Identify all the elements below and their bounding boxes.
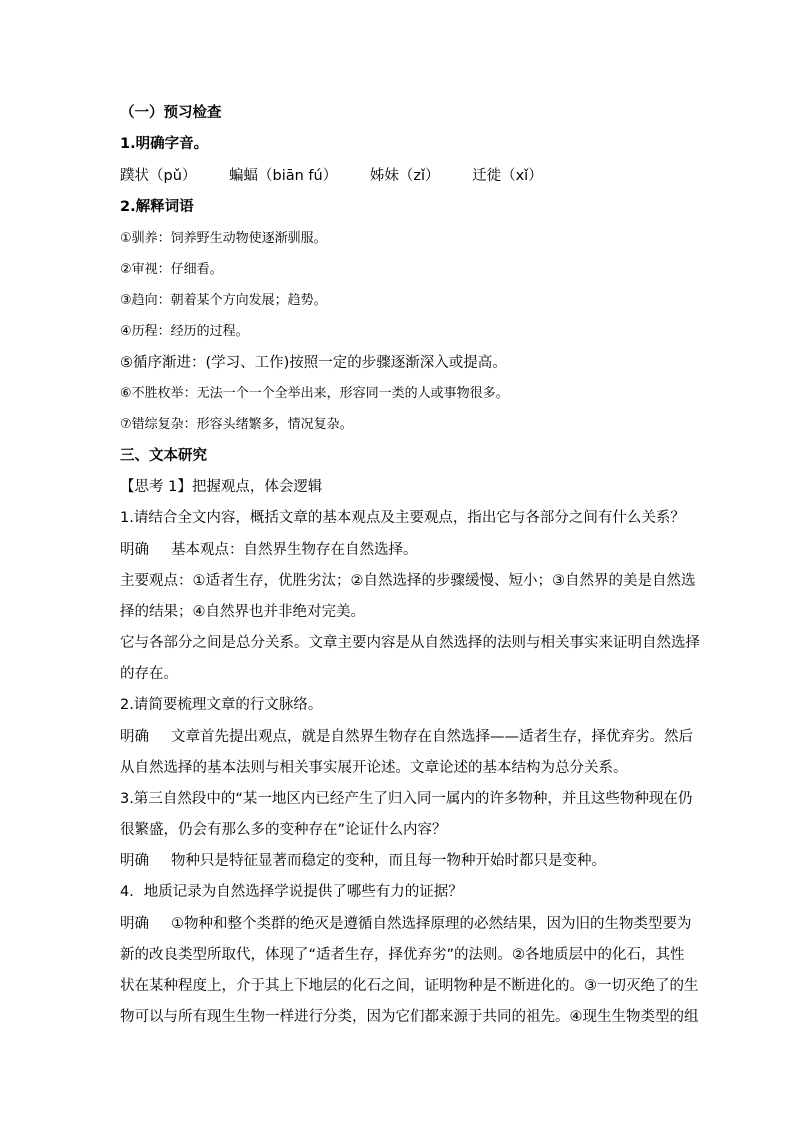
- answer-2: 明确 文章首先提出观点，就是自然界生物存在自然选择——适者生存，择优弃劣。然后: [120, 729, 693, 745]
- vocab-item: ②审视：仔细看。: [120, 262, 223, 277]
- question-2: 2.请简要梳理文章的行文脉络。: [120, 697, 323, 713]
- answer-4-line: 物可以与所有现生生物一样进行分类，因为它们都来源于共同的祖先。④现生生物类型的组: [120, 1009, 699, 1025]
- pronunciation-item: 蹼状（pǔ）: [120, 168, 197, 184]
- vocab-item: ⑤循序渐进：(学习、工作)按照一定的步骤逐渐深入或提高。: [120, 355, 507, 371]
- vocab-item: ⑦错综复杂：形容头绪繁多，情况复杂。: [120, 417, 353, 432]
- answer-label: 明确: [120, 729, 149, 745]
- vocab-item: ⑥不胜枚举：无法一个一个全举出来，形容同一类的人或事物很多。: [120, 386, 509, 401]
- think-label: 【思考 1】把握观点，体会逻辑: [120, 479, 323, 495]
- study-heading: 三、文本研究: [120, 448, 207, 464]
- pronunciation-item: 蝙蝠（biān fú）: [229, 168, 338, 184]
- vocab-heading: 2.解释词语: [120, 199, 194, 215]
- answer-2-line: 从自然选择的基本法则与相关事实展开论述。文章论述的基本结构为总分关系。: [120, 760, 628, 776]
- question-3-line: 很繁盛，仍会有那么多的变种存在”论证什么内容？: [120, 822, 447, 838]
- answer-label: 明确: [120, 916, 149, 932]
- question-1: 1.请结合全文内容，概括文章的基本观点及主要观点，指出它与各部分之间有什么关系？: [120, 510, 685, 526]
- answer-label: 明确: [120, 542, 149, 558]
- answer-4-line: 状在某种程度上，介于其上下地层的化石之间，证明物种是不断进化的。③一切灭绝了的生: [120, 978, 699, 994]
- pronunciation-row: [120, 166, 543, 186]
- answer-4: 明确 ①物种和整个类群的绝灭是遵循自然选择原理的必然结果，因为旧的生物类型要为: [120, 916, 692, 932]
- answer-4-line: 新的改良类型所取代，体现了“适者生存，择优弃劣”的法则。②各地质层中的化石，其性: [120, 947, 685, 963]
- answer-label: 明确: [120, 853, 149, 869]
- pronunciation-item: 迁徙（xǐ）: [472, 168, 543, 184]
- question-4: 4．地质记录为自然选择学说提供了哪些有力的证据？: [120, 884, 463, 900]
- answer-3: 明确 物种只是特征显著而稳定的变种，而且每一物种开始时都只是变种。: [120, 853, 606, 869]
- answer-1-relation-line: 它与各部分之间是总分关系。文章主要内容是从自然选择的法则与相关事实来证明自然选择: [120, 635, 700, 651]
- vocab-item: ①驯养：饲养野生动物使逐渐驯服。: [120, 231, 327, 246]
- answer-1-relation-line: 的存在。: [120, 666, 178, 682]
- preview-heading: （一）预习检查: [120, 105, 222, 121]
- vocab-item: ③趋向：朝着某个方向发展；趋势。: [120, 293, 327, 308]
- vocab-item: ④历程：经历的过程。: [120, 324, 249, 339]
- answer-1-main-line: 择的结果；④自然界也并非绝对完美。: [120, 604, 365, 620]
- pronunciation-heading: 1.明确字音。: [120, 136, 209, 152]
- pronunciation-item: 姊妹（zǐ）: [369, 168, 440, 184]
- answer-1: 明确 基本观点：自然界生物存在自然选择。: [120, 542, 418, 558]
- answer-1-main-line: 主要观点：①适者生存，优胜劣汰；②自然选择的步骤缓慢、短小；③自然界的美是自然选: [120, 573, 696, 589]
- question-3-line: 3.第三自然段中的“某一地区内已经产生了归入同一属内的许多物种，并且这些物种现在仍: [120, 791, 693, 807]
